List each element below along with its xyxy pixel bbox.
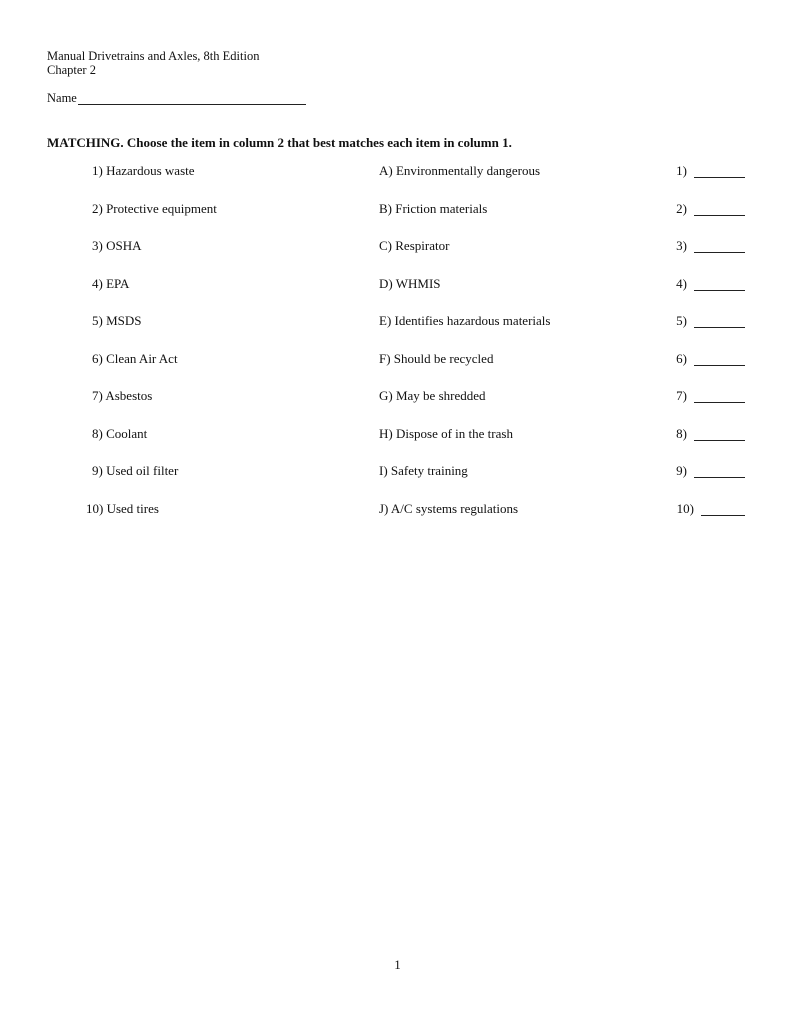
matching-row: [0, 201, 791, 219]
matching-row: [0, 426, 791, 444]
column1-item: 4) EPA: [92, 276, 130, 291]
column2-item: E) Identifies hazardous materials: [379, 313, 551, 328]
matching-instructions: MATCHING. Choose the item in column 2 that best matches each item in column 1.: [47, 135, 512, 150]
name-blank-line[interactable]: [78, 92, 306, 105]
column1-item: 1) Hazardous waste: [92, 163, 195, 178]
answer-blank[interactable]: [694, 327, 745, 328]
answer-label: 7): [676, 388, 687, 403]
column2-item: J) A/C systems regulations: [379, 501, 519, 516]
document-title: Manual Drivetrains and Axles, 8th Edition: [47, 49, 260, 63]
column2-item: I) Safety training: [379, 463, 468, 478]
answer-blank[interactable]: [694, 402, 745, 403]
answer-blank[interactable]: [694, 440, 745, 441]
answer-blank[interactable]: [694, 215, 745, 216]
answer-blank[interactable]: [694, 365, 745, 366]
column1-item: 2) Protective equipment: [92, 201, 217, 216]
answer-label: 4): [676, 276, 687, 291]
matching-row: [0, 463, 791, 481]
answer-label: 8): [676, 426, 687, 441]
answer-blank[interactable]: [694, 477, 745, 478]
answer-label: 1): [676, 163, 687, 178]
name-label: Name: [47, 91, 77, 105]
matching-row: [0, 276, 791, 294]
name-field-row: [47, 91, 306, 105]
matching-row: [0, 501, 791, 519]
answer-label: 9): [676, 463, 687, 478]
answer-label: 5): [676, 313, 687, 328]
column2-item: D) WHMIS: [379, 276, 441, 291]
column1-item: 10) Used tires: [86, 501, 159, 516]
matching-row: [0, 351, 791, 369]
answer-label: 10): [676, 501, 694, 516]
answer-blank[interactable]: [694, 290, 745, 291]
column1-item: 8) Coolant: [92, 426, 148, 441]
column2-item: G) May be shredded: [379, 388, 486, 403]
column2-item: C) Respirator: [379, 238, 450, 253]
column1-item: 7) Asbestos: [92, 388, 153, 403]
answer-blank[interactable]: [694, 177, 745, 178]
answer-blank[interactable]: [694, 252, 745, 253]
column1-item: 6) Clean Air Act: [92, 351, 178, 366]
column2-item: B) Friction materials: [379, 201, 488, 216]
answer-blank[interactable]: [701, 515, 745, 516]
column1-item: 9) Used oil filter: [92, 463, 179, 478]
column2-item: A) Environmentally dangerous: [379, 163, 541, 178]
matching-row: [0, 238, 791, 256]
matching-row: [0, 313, 791, 331]
page-number: 1: [394, 957, 401, 972]
answer-label: 3): [676, 238, 687, 253]
matching-row: [0, 163, 791, 181]
answer-label: 2): [676, 201, 687, 216]
column2-item: F) Should be recycled: [379, 351, 494, 366]
answer-label: 6): [676, 351, 687, 366]
matching-row: [0, 388, 791, 406]
chapter-label: Chapter 2: [47, 63, 96, 77]
column1-item: 3) OSHA: [92, 238, 142, 253]
column2-item: H) Dispose of in the trash: [379, 426, 513, 441]
column1-item: 5) MSDS: [92, 313, 142, 328]
